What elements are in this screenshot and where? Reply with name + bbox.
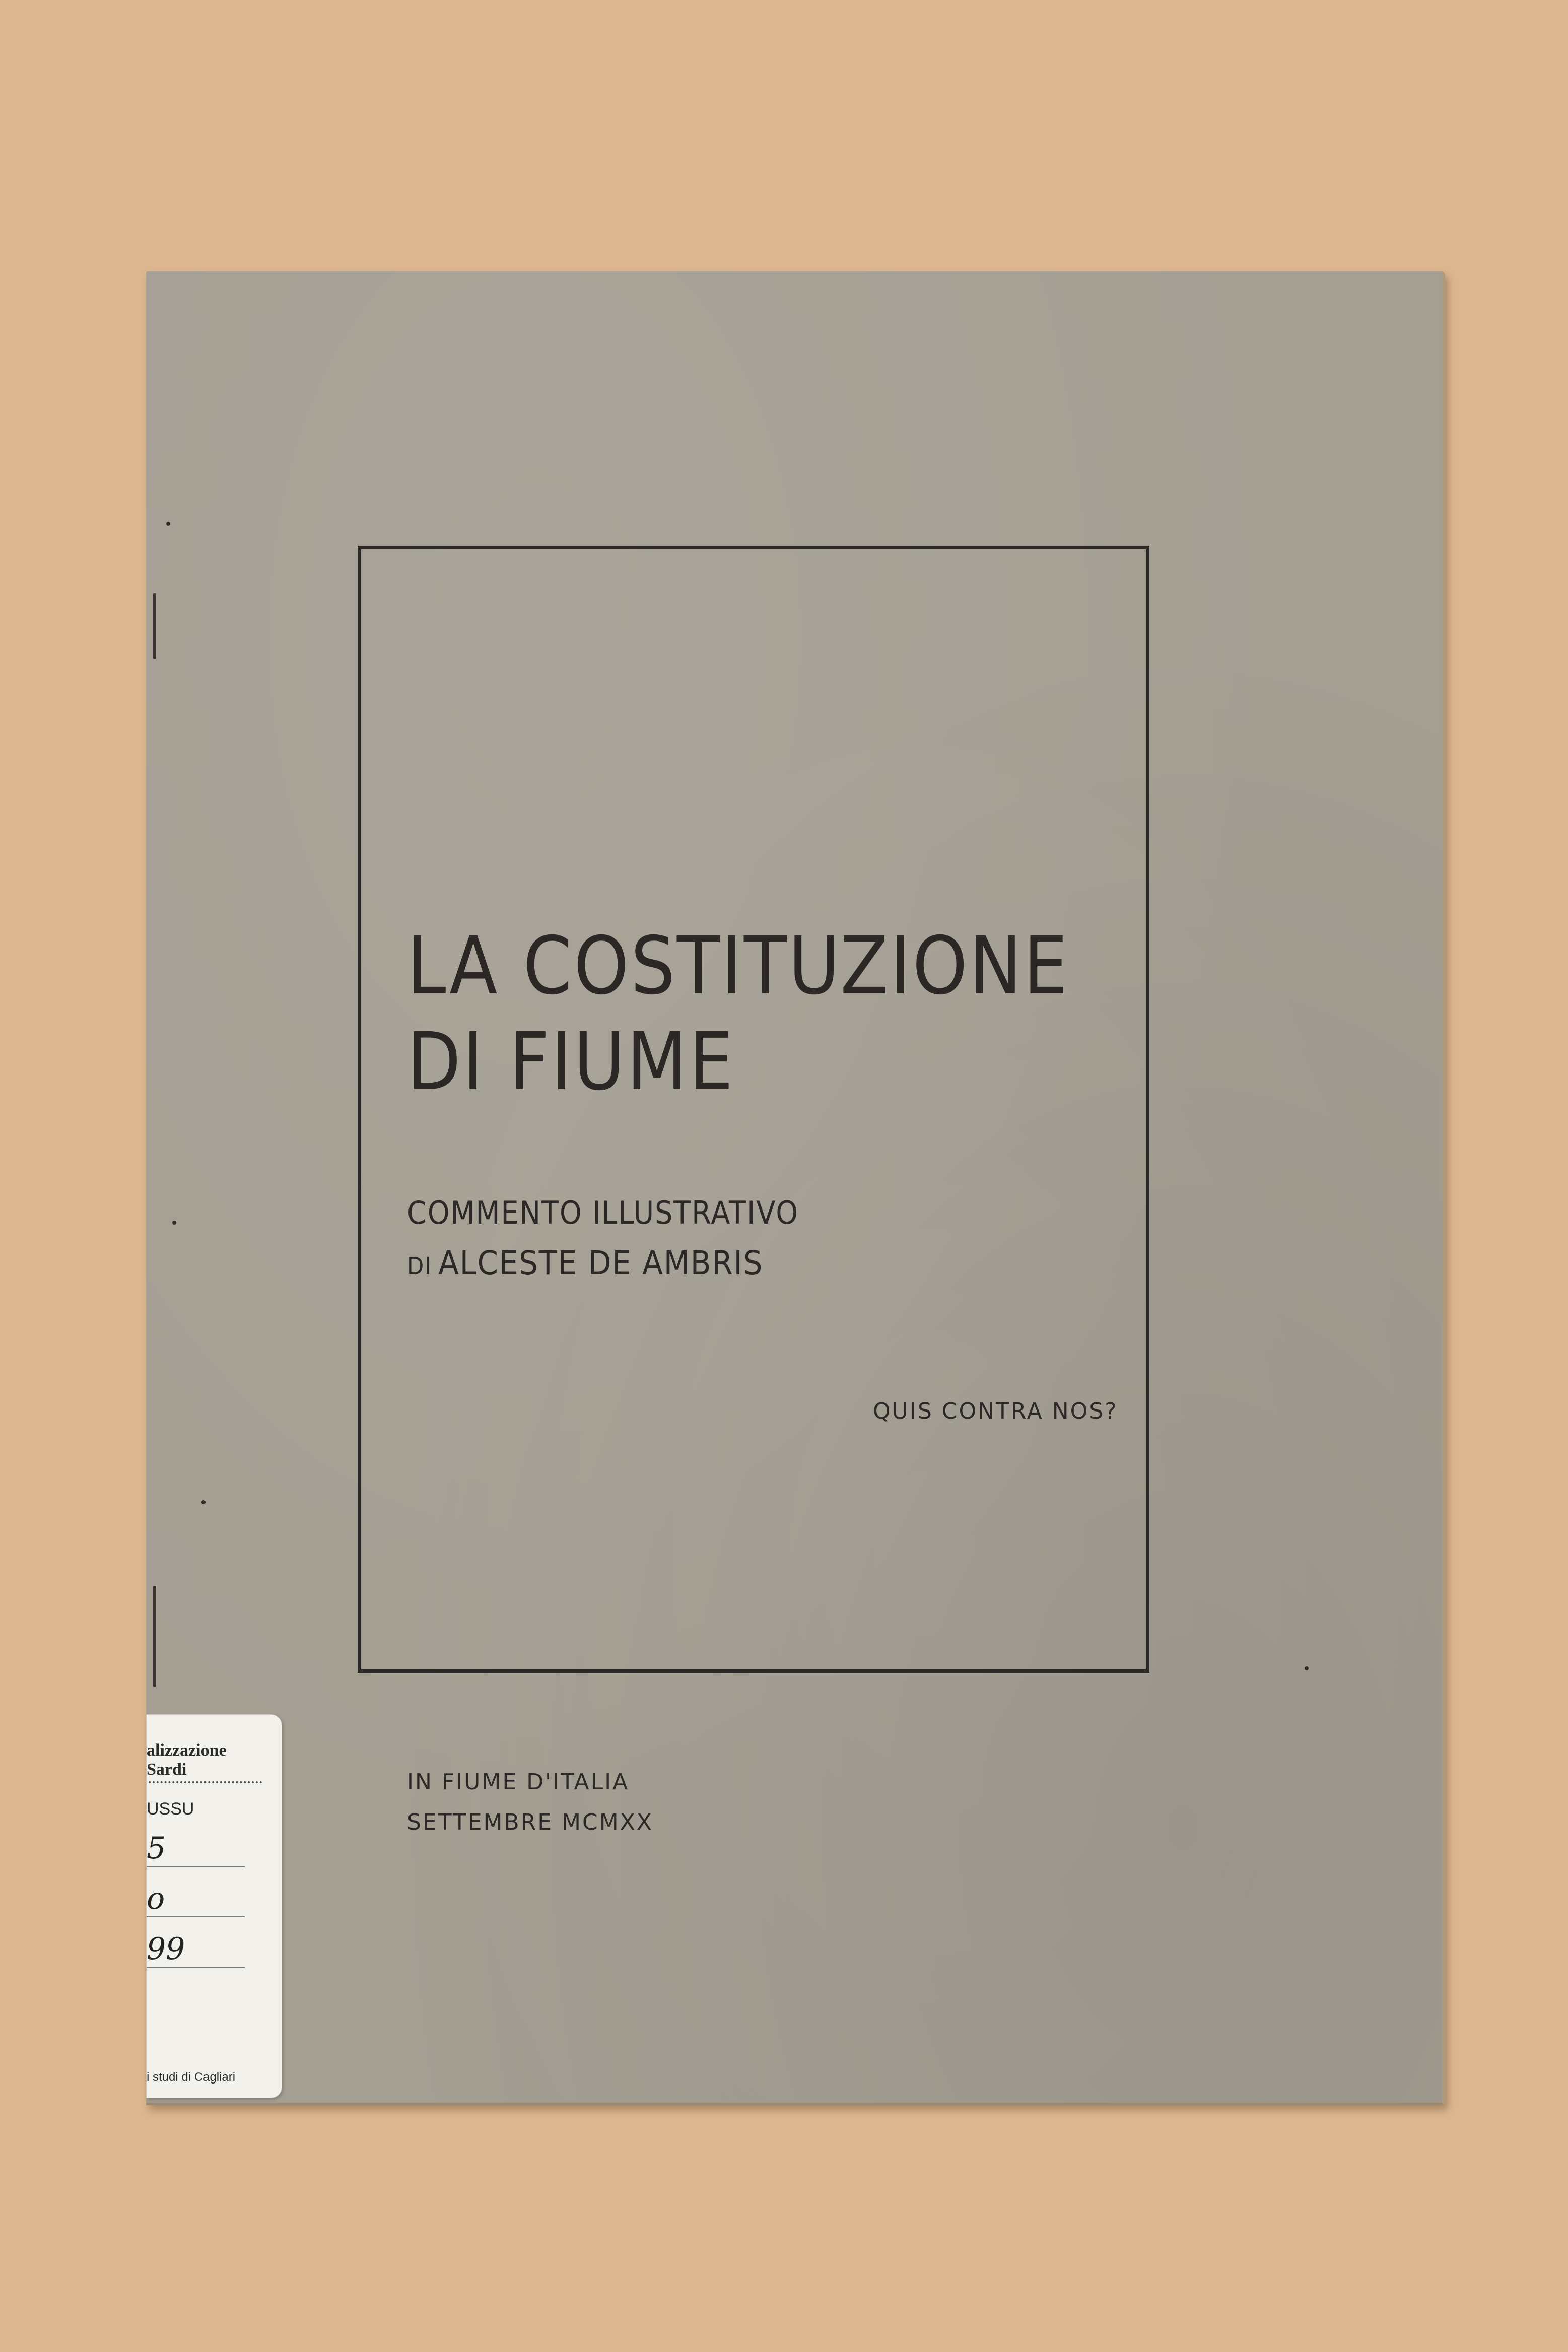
staple-top (153, 593, 156, 659)
cover-title (407, 918, 1069, 1110)
library-label (146, 1714, 282, 2098)
imprint-place: IN FIUME D'ITALIA (407, 1769, 630, 1795)
label-divider (149, 1781, 262, 1783)
title-line-1: LA COSTITUZIONE (407, 920, 1070, 1013)
paper-speck (1305, 1666, 1309, 1670)
shelfmark-line-2: o (147, 1881, 245, 1917)
subtitle-text: COMMENTO ILLUSTRATIVO (407, 1194, 799, 1231)
paper-speck (201, 1500, 206, 1504)
library-label-line1: alizzazione (147, 1741, 227, 1760)
shelfmark-line-1: 5 (147, 1831, 245, 1867)
shelfmark-line-3: 99 (147, 1931, 245, 1968)
author-line (407, 1238, 799, 1292)
paper-speck (172, 1221, 176, 1225)
label-institution: i studi di Cagliari (147, 2070, 236, 2084)
library-label-line2: Sardi (147, 1760, 187, 1779)
title-line-2: DI FIUME (407, 1016, 735, 1108)
motto: QUIS CONTRA NOS? (873, 1398, 1118, 1424)
paper-speck (166, 522, 170, 526)
booklet-cover (146, 271, 1445, 2105)
staple-bottom (153, 1586, 156, 1687)
by-word: DI (407, 1252, 432, 1281)
label-collection: USSU (147, 1799, 194, 1819)
cover-subtitle-block (407, 1188, 799, 1292)
library-label-name (147, 1741, 227, 1779)
author-name: ALCESTE DE AMBRIS (438, 1244, 764, 1283)
imprint-block (407, 1762, 653, 1843)
imprint-date: SETTEMBRE MCMXX (407, 1809, 653, 1835)
